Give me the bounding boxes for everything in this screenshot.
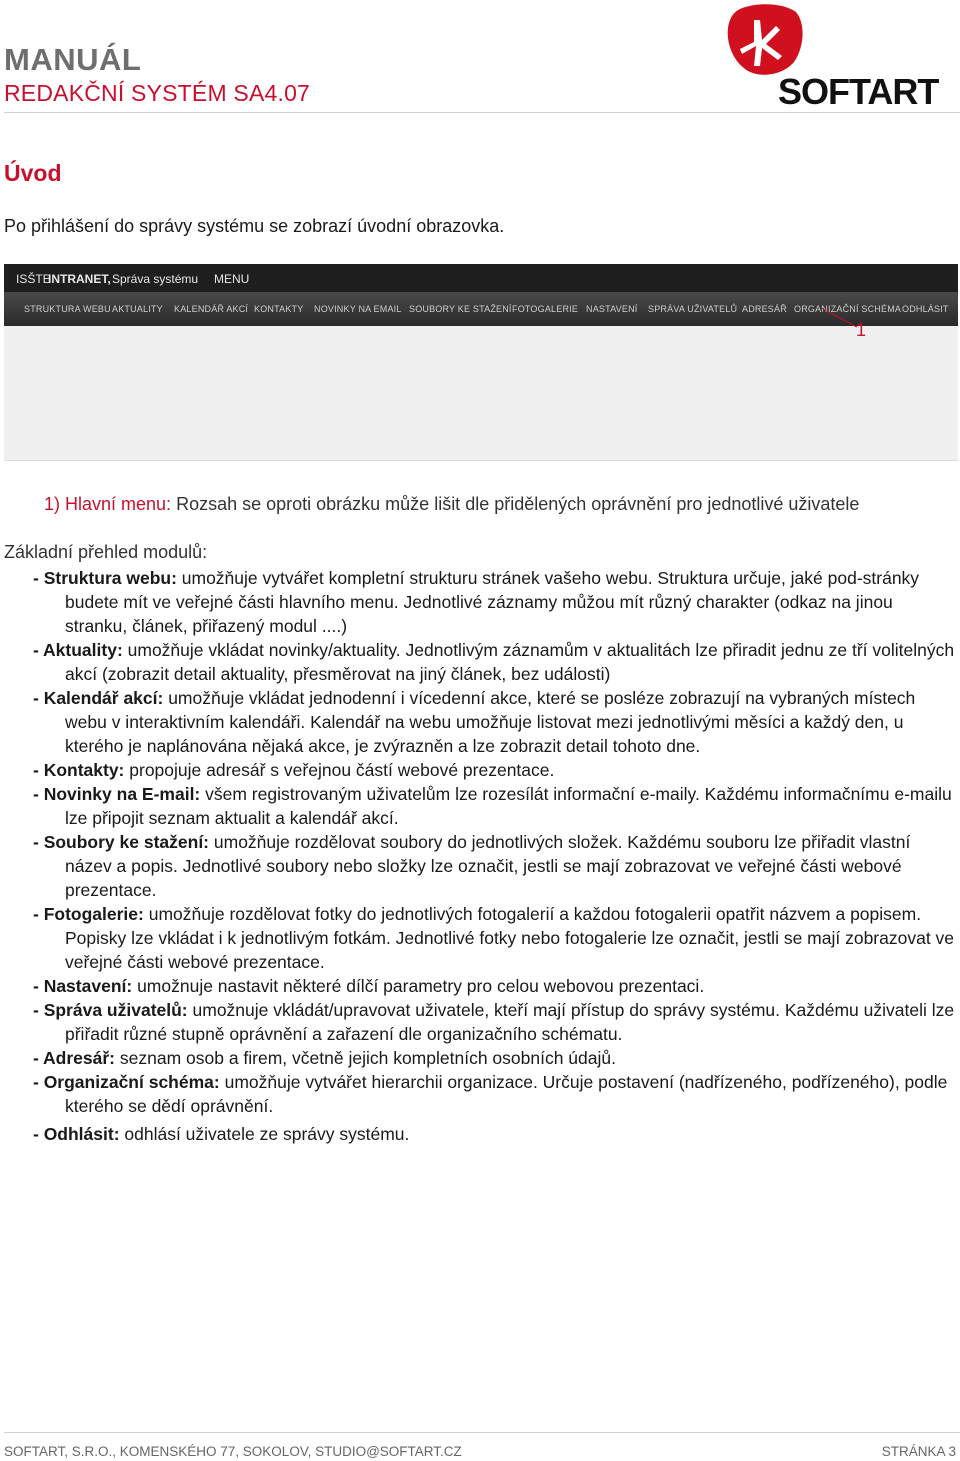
screenshot-nav-item: FOTOGALERIE xyxy=(512,304,579,314)
list-item xyxy=(33,830,958,902)
screenshot-nav-item: ORGANIZAČNÍ SCHÉMA xyxy=(794,304,902,314)
module-desc: umožňuje vkládat novinky/aktuality. Jednotlivým záznamům v aktualitách lze přiradit jednu ze tří volitelných akcí (zobrazit detail aktuality, přesměrovat na jiný článek, bez události) xyxy=(65,640,955,684)
caption-text: Rozsah se oproti obrázku může lišit dle přidělených oprávnění pro jednotlivé uživatele xyxy=(171,494,860,514)
intro-text: Po přihlášení do správy systému se zobrazí úvodní obrazovka. xyxy=(4,216,505,236)
module-desc: umožňuje vytvářet hierarchii organizace. Určuje postavení (nadřízeného, podřízeného), podle kterého se dědí oprávnění. xyxy=(65,1072,948,1116)
module-desc: umožňuje vytvářet kompletní strukturu stránek vašeho webu. Struktura určuje, jaké pod-stránky budete mít ve veřejné části hlavního menu. Jednotlivé záznamy můžou mít různý charakter (odkaz na jinou stranku, článek, přiřazený modul ....) xyxy=(65,568,920,636)
module-name: - Organizační schéma: xyxy=(33,1072,220,1092)
screenshot-menu-label: MENU xyxy=(214,272,250,286)
screenshot-brand-a: ISŠTE xyxy=(16,272,51,286)
footer-address: SOFTART, S.R.O., KOMENSKÉHO 77, SOKOLOV, STUDIO@SOFTART.CZ xyxy=(4,1444,462,1459)
screenshot-nav-item: KALENDÁŘ AKCÍ xyxy=(174,304,249,314)
module-name: - Novinky na E-mail: xyxy=(33,784,201,804)
module-list xyxy=(33,566,958,1146)
screenshot-brand-c: Správa systému xyxy=(112,272,199,286)
screenshot-nav-item: ADRESÁŘ xyxy=(742,304,787,314)
module-desc: všem registrovaným uživatelům lze rozesílát informační e-maily. Každému informačnímu e-mailu lze připojit seznam aktualit a kalendář akcí. xyxy=(65,784,952,828)
header-divider xyxy=(4,112,960,113)
screenshot-nav-item: SPRÁVA UŽIVATELŮ xyxy=(648,304,738,314)
section-title: Úvod xyxy=(4,160,62,186)
module-desc: umožňuje rozdělovat fotky do jednotlivých fotogalerií a každou fotogalerii opatřit názvem a popisem. Popisky lze vkládat i k jednotlivým fotkám. Jednotlivé fotky nebo fotogalerie lze označit, jestli se mají zobrazovat ve veřejné části webové prezentace. xyxy=(65,904,955,972)
list-item xyxy=(33,1046,958,1070)
module-desc: seznam osob a firem, včetně jejich kompletních osobních údajů. xyxy=(115,1048,616,1068)
callout-marker: 1 xyxy=(856,320,867,340)
screenshot-nav-item: STRUKTURA WEBU xyxy=(24,304,111,314)
module-desc: umožnuje nastavit některé dílčí parametry pro celou webovou prezentaci. xyxy=(132,976,705,996)
list-item xyxy=(33,638,958,686)
module-name: - Soubory ke stažení: xyxy=(33,832,210,852)
overview-heading: Základní přehled modulů: xyxy=(4,542,208,562)
list-item xyxy=(33,1122,958,1146)
module-name: - Aktuality: xyxy=(33,640,123,660)
screenshot-brand-b: INTRANET, xyxy=(48,272,111,286)
footer-divider xyxy=(4,1432,960,1433)
list-item xyxy=(33,782,958,830)
screenshot-top-bar xyxy=(4,264,958,292)
module-desc: propojuje adresář s veřejnou částí webové prezentace. xyxy=(124,760,555,780)
module-name: - Odhlásit: xyxy=(33,1124,120,1144)
list-item xyxy=(33,758,958,782)
list-item xyxy=(33,1070,958,1118)
list-item xyxy=(33,566,958,638)
softart-logo xyxy=(722,4,960,112)
admin-screenshot xyxy=(4,264,958,461)
screenshot-nav-item: NASTAVENÍ xyxy=(586,304,638,314)
screenshot-nav-bar xyxy=(4,292,958,326)
screenshot-nav-item: NOVINKY NA EMAIL xyxy=(314,304,402,314)
module-desc: umožňuje vkládat jednodenní i vícedenní akce, které se posléze zobrazují na vybraných místech webu v interaktivním kalendáři. Kalendář na webu umožňuje listovat mezi jednotlivými měsíci a každý den, u kterého je naplánována nějaká akce, je zvýrazněn a lze zobrazit detail tohoto dne. xyxy=(65,688,916,756)
document-title: MANUÁL xyxy=(4,42,142,77)
screenshot-caption xyxy=(44,494,859,515)
screenshot-nav-item: ODHLÁSIT xyxy=(902,304,949,314)
list-item xyxy=(33,686,958,758)
page-number: STRÁNKA 3 xyxy=(881,1444,956,1459)
module-desc: umožňuje rozdělovat soubory do jednotlivých složek. Každému souboru lze přiřadit vlastní název a popis. Jednotlivé soubory nebo složky lze označit, jestli se mají zobrazovat ve veřejné části webové prezentace. xyxy=(65,832,911,900)
module-name: - Správa uživatelů: xyxy=(33,1000,188,1020)
list-item xyxy=(33,998,958,1046)
list-item xyxy=(33,902,958,974)
screenshot-nav-item: KONTAKTY xyxy=(254,304,304,314)
module-name: - Fotogalerie: xyxy=(33,904,144,924)
document-subtitle: REDAKČNÍ SYSTÉM SA4.07 xyxy=(4,80,311,106)
module-name: - Struktura webu: xyxy=(33,568,177,588)
screenshot-nav-item: SOUBORY KE STAŽENÍ xyxy=(409,304,512,314)
list-item xyxy=(33,974,958,998)
module-name: - Nastavení: xyxy=(33,976,133,996)
module-name: - Kalendář akcí: xyxy=(33,688,164,708)
module-name: - Adresář: xyxy=(33,1048,116,1068)
logo-wordmark: SOFTART xyxy=(778,71,939,112)
caption-label: 1) Hlavní menu: xyxy=(44,494,172,514)
module-name: - Kontakty: xyxy=(33,760,125,780)
module-desc: odhlásí uživatele ze správy systému. xyxy=(119,1124,410,1144)
screenshot-nav-item: AKTUALITY xyxy=(112,304,163,314)
module-desc: umožnuje vkládát/upravovat uživatele, kteří mají přístup do správy systému. Každému uživateli lze přiřadit různé stupně oprávnění a zařazení dle organizačního schématu. xyxy=(65,1000,955,1044)
